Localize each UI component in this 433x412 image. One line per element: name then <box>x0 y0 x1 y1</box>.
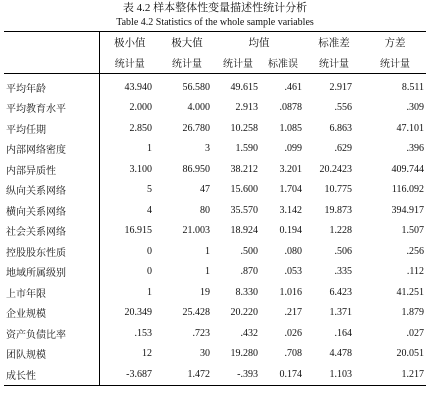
header-corner <box>4 32 99 53</box>
table-cell: 0.194 <box>279 225 302 237</box>
table-cell: 2.917 <box>329 81 352 93</box>
statistics-table <box>4 31 426 386</box>
table-cell: 2.000 <box>99 98 160 119</box>
row-label: 平均教育水平 <box>6 104 66 116</box>
table-row <box>4 180 426 201</box>
table-cell: .0878 <box>279 102 302 114</box>
table-row <box>4 364 426 385</box>
row-label: 内部网络密度 <box>6 145 66 157</box>
table-row <box>4 221 426 242</box>
table-cell: .708 <box>284 348 302 360</box>
table-cell: .723 <box>192 327 210 339</box>
table-cell: 3 <box>205 143 210 155</box>
header-variance: 方差 <box>364 32 426 53</box>
table-cell: .506 <box>334 245 352 257</box>
row-label: 成长性 <box>4 364 99 385</box>
table-cell: 18.924 <box>230 225 258 237</box>
table-cell: 116.092 <box>391 184 424 196</box>
table-cell: .164 <box>334 327 352 339</box>
table-cell: 8.511 <box>401 81 424 93</box>
table-cell: .080 <box>284 245 302 257</box>
table-cell: .027 <box>406 327 424 339</box>
table-cell: 19 <box>200 286 210 298</box>
table-cell: .309 <box>406 102 424 114</box>
table-cell: .629 <box>334 143 352 155</box>
header-mean: 均值 <box>214 32 304 53</box>
table-cell: 4.000 <box>187 102 210 114</box>
table-cell: 43.940 <box>99 74 160 98</box>
table-row <box>4 282 426 303</box>
table-cell: 3.201 <box>279 163 302 175</box>
table-cell: 1.228 <box>329 225 352 237</box>
row-label: 平均年龄 <box>6 83 46 95</box>
table-cell: -.393 <box>214 364 262 385</box>
table-cell: 6.423 <box>329 286 352 298</box>
table-cell: 86.950 <box>182 163 210 175</box>
table-cell: 4.478 <box>329 348 352 360</box>
table-row <box>4 98 426 119</box>
table-cell: 1.704 <box>279 184 302 196</box>
header-row-sub <box>4 52 426 74</box>
row-label: 社会关系网络 <box>6 227 66 239</box>
table-cell: 0 <box>99 262 160 283</box>
table-cell: 49.615 <box>230 81 258 93</box>
table-body <box>4 74 426 386</box>
table-cell: 12 <box>99 344 160 365</box>
table-cell: 30 <box>200 348 210 360</box>
subheader-cell: 统计量 <box>214 52 262 74</box>
table-cell: 19.873 <box>324 204 352 216</box>
table-cell: 20.220 <box>230 307 258 319</box>
table-row <box>4 200 426 221</box>
table-cell: 1.507 <box>401 225 424 237</box>
table-cell: 16.915 <box>99 221 160 242</box>
table-cell: 1.016 <box>279 286 302 298</box>
table-cell: 6.863 <box>329 122 352 134</box>
table-row <box>4 159 426 180</box>
table-cell: .153 <box>99 323 160 344</box>
table-cell: 15.600 <box>230 184 258 196</box>
table-cell: 41.251 <box>396 286 424 298</box>
table-cell: .432 <box>240 327 258 339</box>
table-row <box>4 323 426 344</box>
table-cell: 1 <box>99 139 160 160</box>
table-cell: 20.2423 <box>319 163 352 175</box>
table-cell: .217 <box>284 307 302 319</box>
table-caption-en: Table 4.2 Statistics of the whole sample variables <box>116 17 314 28</box>
table-row <box>4 241 426 262</box>
header-min: 极小值 <box>99 32 160 53</box>
row-label: 内部异质性 <box>6 165 56 177</box>
subheader-cell: 统计量 <box>160 52 214 74</box>
table-cell: 8.330 <box>235 286 258 298</box>
row-label: 企业规模 <box>6 309 46 321</box>
row-label: 团队规模 <box>6 350 46 362</box>
table-cell: .099 <box>284 143 302 155</box>
table-cell: .335 <box>334 266 352 278</box>
table-cell: 394.917 <box>391 204 424 216</box>
table-cell: 3.142 <box>279 204 302 216</box>
header-row-groups <box>4 32 426 53</box>
row-label: 上市年限 <box>6 288 46 300</box>
subheader-cell: 统计量 <box>364 52 426 74</box>
table-cell: .053 <box>284 266 302 278</box>
table-cell: .026 <box>284 327 302 339</box>
table-cell: 26.780 <box>182 122 210 134</box>
table-row <box>4 74 426 98</box>
table-cell: 1.472 <box>160 364 214 385</box>
table-cell: 1.371 <box>329 307 352 319</box>
table-cell: 4 <box>99 200 160 221</box>
table-cell: 21.003 <box>182 225 210 237</box>
table-cell: .461 <box>284 81 302 93</box>
header-max: 极大值 <box>160 32 214 53</box>
table-cell: 10.775 <box>324 184 352 196</box>
table-cell: 2.850 <box>99 118 160 139</box>
row-label: 横向关系网络 <box>6 206 66 218</box>
row-label: 平均任期 <box>6 124 46 136</box>
row-label: 纵向关系网络 <box>6 186 66 198</box>
row-label: 地域所属级别 <box>6 268 66 280</box>
table-cell: .112 <box>406 266 424 278</box>
header-std: 标准差 <box>304 32 364 53</box>
table-cell: 19.280 <box>230 348 258 360</box>
table-cell: 1.879 <box>401 307 424 319</box>
table-cell: 0.174 <box>262 364 304 385</box>
table-cell: 1 <box>205 245 210 257</box>
table-row <box>4 262 426 283</box>
table-cell: 1 <box>99 282 160 303</box>
table-cell: 1.085 <box>279 122 302 134</box>
table-row <box>4 118 426 139</box>
table-cell: 20.349 <box>99 303 160 324</box>
table-cell: 409.744 <box>391 163 424 175</box>
table-caption-cn: 表 4.2 样本整体性变量描述性统计分析 <box>122 2 308 14</box>
table-row <box>4 344 426 365</box>
table-cell: .396 <box>406 143 424 155</box>
table-cell: .500 <box>240 245 258 257</box>
table-cell: 20.051 <box>396 348 424 360</box>
table-cell: 1.590 <box>235 143 258 155</box>
table-cell: 5 <box>99 180 160 201</box>
table-cell: 35.570 <box>230 204 258 216</box>
table-cell: 10.258 <box>230 122 258 134</box>
table-cell: 3.100 <box>99 159 160 180</box>
table-cell: 38.212 <box>230 163 258 175</box>
table-cell: .256 <box>406 245 424 257</box>
row-label: 控股股东性质 <box>6 247 66 259</box>
table-cell: -3.687 <box>99 364 160 385</box>
table-cell: 2.913 <box>235 102 258 114</box>
table-cell: 80 <box>200 204 210 216</box>
table-cell: .870 <box>240 266 258 278</box>
table-cell: 47.101 <box>396 122 424 134</box>
subheader-cell: 统计量 <box>99 52 160 74</box>
table-cell: 1.103 <box>304 364 364 385</box>
header-corner-sub <box>4 52 99 74</box>
table-cell: 25.428 <box>182 307 210 319</box>
row-label: 资产负债比率 <box>6 329 66 341</box>
table-cell: 56.580 <box>182 81 210 93</box>
table-cell: 1.217 <box>364 364 426 385</box>
table-row <box>4 139 426 160</box>
table-cell: .556 <box>334 102 352 114</box>
subheader-cell: 统计量 <box>304 52 364 74</box>
table-row <box>4 303 426 324</box>
table-cell: 1 <box>205 266 210 278</box>
table-cell: 47 <box>200 184 210 196</box>
table-cell: 0 <box>99 241 160 262</box>
subheader-cell: 标准误 <box>262 52 304 74</box>
